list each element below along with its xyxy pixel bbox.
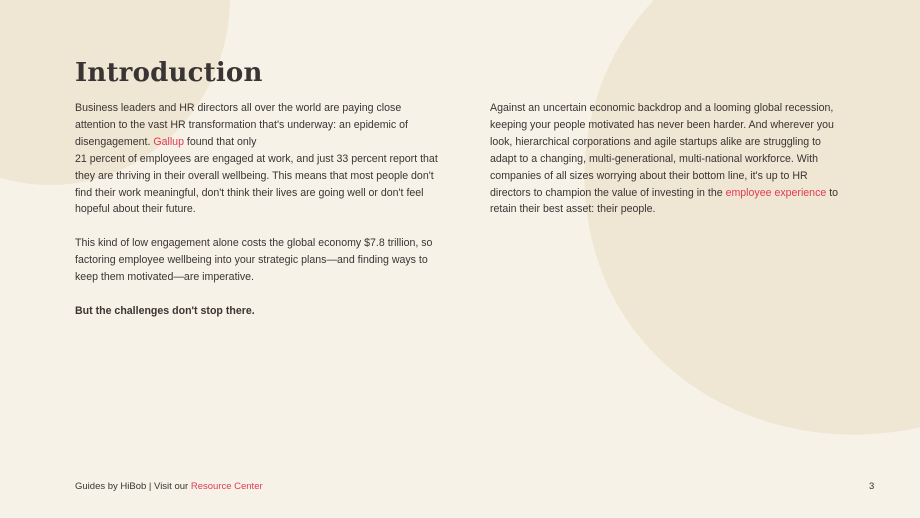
context-paragraph-text-end: to retain their best asset: their people. [490,186,839,216]
intro-paragraph-1-text: Business leaders and HR directors all over the world are paying close attention to the vast HR transformation that's underway: an epidemic of disengagement. [75,102,408,148]
decorative-blob-right [517,0,920,508]
footer-text: Guides by HiBob | Visit our [75,481,191,492]
right-column [490,100,845,235]
resource-center-link[interactable]: Resource Center [190,481,263,492]
intro-paragraph-2: This kind of low engagement alone costs the global economy $7.8 trillion, so factoring employee wellbeing into your strategic plans—and finding ways to keep them motivated—are imperative. [75,237,433,284]
page-title: Introduction [75,58,263,88]
intro-paragraph-1-text-end: 21 percent of employees are engaged at work, and just 33 percent report that they are thriving in their overall wellbeing. This means that most people don't find their work meaningful, don't think their lives are going well or don't feel hopeful about their future. [75,152,438,216]
context-paragraph-text: Against an uncertain economic backdrop and a looming global recession, keeping your people motivated has never been harder. And wherever you look, hierarchical corporations and agile startups alike are struggling to adapt to a changing, multi-generational, multi-national workforce. With companies of all sizes worrying about their bottom line, it's up to HR directors to champion the value of investing in the [490,102,834,199]
page-number: 3 [869,481,875,492]
challenges-callout: But the challenges don't stop there. [75,304,255,317]
intro-paragraph-1 [75,100,440,218]
employee-experience-link[interactable]: employee experience [725,186,827,199]
gallup-link[interactable]: Gallup [153,135,184,148]
intro-paragraph-1-text-cont: found that only [183,135,257,148]
left-column [75,100,440,337]
context-paragraph [490,100,845,218]
footer [75,481,263,492]
